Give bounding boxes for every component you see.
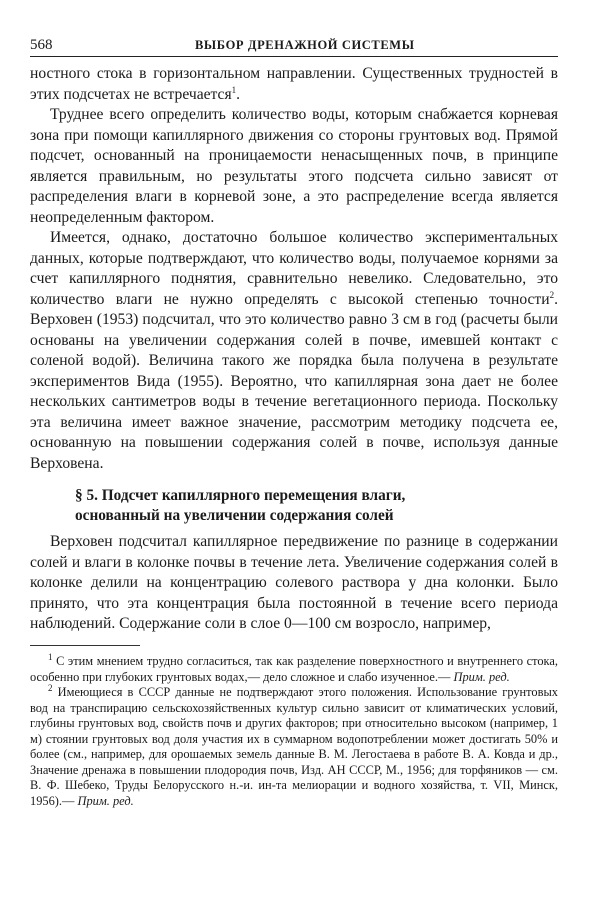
paragraph: Верховен подсчитал капиллярное передвижение по разнице в содержании солей и влаги в колонке почвы в течение лета. Увеличение содержания солей в колонке делили на концентрацию солевого раствора у дна колонки. Было принято, что эта концентрация была постоянной в течение всего периода наблюдений. Содержание соли в слое 0—100 см возросло, например, <box>30 533 558 632</box>
footnote: $^1$ С этим мнением трудно согласиться, так как разделение поверхностного и внутреннего стока, особенно при глубоких грунтовых водах,— дело сложное и слабо изученное.— Прим. ред. <box>30 651 558 684</box>
paragraph: ностного стока в горизонтальном направлении. Существенных трудностей в этих подсчетах не встречается$^1$. <box>30 65 558 103</box>
footnote-divider <box>30 645 140 646</box>
main-text <box>30 64 558 474</box>
section-heading-line: § 5. Подсчет капиллярного перемещения влаги, <box>75 487 406 504</box>
section-text <box>30 532 558 635</box>
page-header <box>30 36 558 57</box>
footnote: $^2$ Имеющиеся в СССР данные не подтверждают этого положения. Использование грунтовых вод на транспирацию сельскохозяйственных культур сильно зависит от климатических условий, глубины грунтовых вод, свойств почв и других факторов; при относительно высоком (например, 1 м) стоянии грунтовых вод доля участия их в суммарном водопотреблении может достигать 50% и более (см., например, для орошаемых земель данные В. М. Легостаева в работе В. А. Ковда и др., Значение дренажа в повышении плодородия почв, Изд. АН СССР, М., 1956; для торфяников — см. В. Ф. Шебеко, Труды Белорусского н.-и. ин-та мелиорации и водного хозяйства, т. VII, Минск, 1956).— Прим. ред. <box>30 682 559 808</box>
editor-note: Прим. ред. <box>77 793 134 808</box>
running-head: ВЫБОР ДРЕНАЖНОЙ СИСТЕМЫ <box>195 38 415 52</box>
paragraph: Имеется, однако, достаточно большое количество экспериментальных данных, которые подтверждают, что количество воды, получаемое корнями за счет капиллярного поднятия, сравнительно невелико. Следовательно, это количество влаги не нужно определять с высокой степенью точности$^2$. Верховен (1953) подсчитал, что это количество равно 3 см в год (расчеты были основаны на увеличении содержания солей в почве, имевшей контакт с соленой водой). Величина такого же порядка была получена в результате экспериментов Вида (1955). Вероятно, что капиллярная зона дает не более нескольких сантиметров воды в течение вегетационного периода. Поскольку эта величина имеет важное значение, рассмотрим методику подсчета ее, основанную на повышении содержания солей в почве, используя данные Верховена. <box>30 229 558 472</box>
paragraph: Труднее всего определить количество воды, которым снабжается корневая зона при помощи капиллярного движения со стороны грунтовых вод. Прямой подсчет, основанный на проницаемости ненасыщенных почв, в принципе является правильным, но результаты этого подсчета сильно зависят от распределения влаги в корневой зоне, а это распределение всегда является неопределенным фактором. <box>30 106 558 226</box>
footnote-ref: 2 <box>549 289 555 300</box>
section-heading <box>75 486 535 526</box>
footnotes <box>30 651 559 809</box>
footnote-mark: 1 <box>48 651 53 662</box>
footnote-ref: 1 <box>231 84 237 95</box>
editor-note: Прим. ред. <box>453 669 510 684</box>
page-number: 568 <box>30 37 53 53</box>
section-heading-line: основанный на увеличении содержания солей <box>75 507 394 524</box>
footnote-mark: 2 <box>48 682 53 693</box>
